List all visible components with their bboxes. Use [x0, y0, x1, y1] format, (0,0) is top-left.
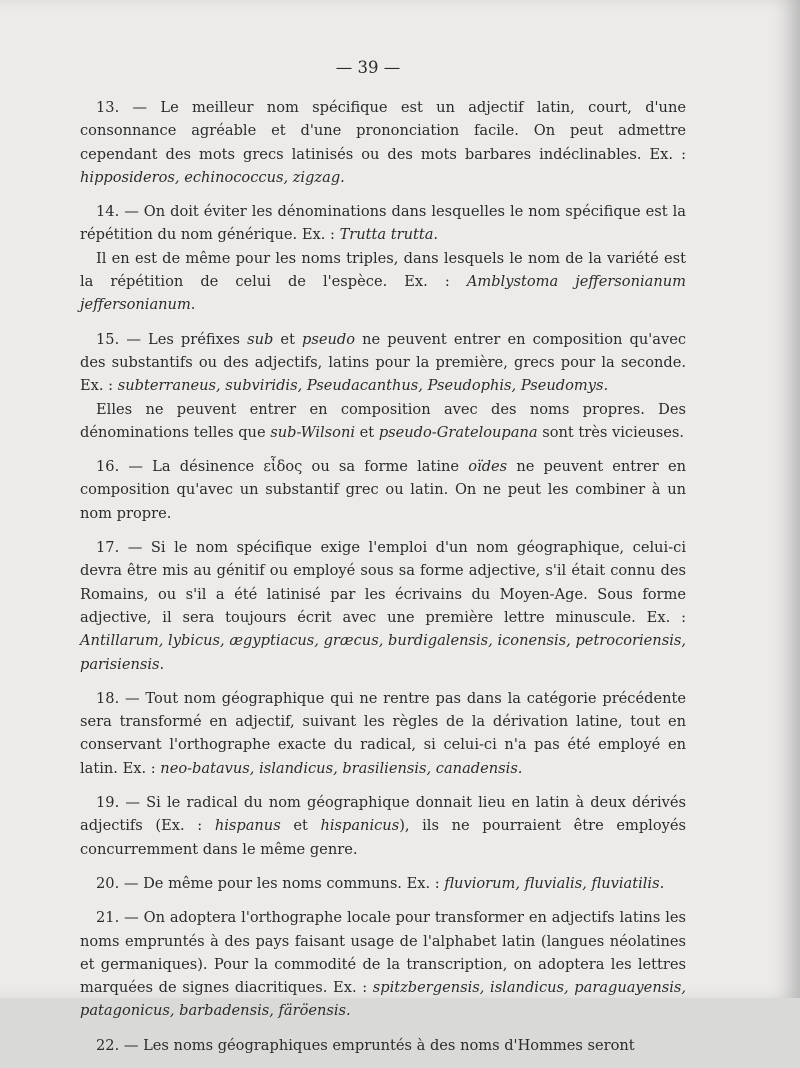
prefix-term: pseudo — [302, 330, 356, 348]
paragraph-text: — De même pour les noms communs. Ex. : — [123, 874, 445, 892]
paragraph-text: ), ils ne pourraient être employés concurremment dans le même genre. — [80, 817, 686, 858]
paragraph-21 — [80, 906, 686, 1022]
paragraph-examples: Amblystoma jeffersonianum jeffersonianum. — [80, 273, 686, 314]
paragraph-text: et — [273, 330, 303, 348]
paragraph-number: 15. — [96, 330, 120, 348]
paragraph-text: — Tout nom géographique qui ne rentre pas dans la catégorie précédente sera transformé en adjectif, suivant les règles de la dérivation latine, tout en conservant l'orthographe exacte du radical, si celui-ci n'a pas été employé en latin. Ex. : — [80, 689, 686, 777]
paragraph-text: — Si le radical du nom géographique donnait lieu en latin à deux dérivés adjectifs (Ex. : — [80, 794, 686, 835]
greek-term: εἶδος — [263, 458, 303, 476]
paragraph-19 — [80, 791, 686, 861]
paragraph-text: Elles ne peuvent entrer en composition avec des noms propres. Des dénominations telles que — [80, 400, 686, 441]
paragraph-number: 19. — [96, 794, 120, 812]
example-term: pseudo-Grateloupana — [378, 423, 538, 441]
paragraph-17 — [80, 536, 686, 676]
paragraph-20 — [80, 872, 686, 895]
paragraph-18 — [80, 687, 686, 780]
paragraph-number: 14. — [96, 203, 120, 221]
paragraph-examples: fluviorum, fluvialis, fluviatilis. — [444, 874, 665, 892]
paragraph-number: 18. — [96, 689, 120, 707]
example-term: hispanus — [214, 817, 281, 835]
paragraph-14-continued — [80, 247, 686, 317]
paragraph-text: ne peuvent entrer en composition qu'avec des substantifs ou des adjectifs, latins pour la première, grecs pour la seconde. Ex. : — [80, 330, 687, 395]
paragraph-text: — On adoptera l'orthographe locale pour transformer en adjectifs latins les noms empruntés à des pays faisant usage de l'alphabet latin (langues néolatines et germaniques). Pour la commodité de la transcription, on adoptera les lettres marquées de signes diacritiques. Ex. : — [80, 909, 687, 997]
paragraph-text: — On doit éviter les dénominations dans lesquelles le nom spécifique est la répétition du nom générique. Ex. : — [80, 203, 687, 244]
paragraph-14 — [80, 200, 686, 247]
paragraph-text: ne peuvent entrer en composition qu'avec un substantif grec ou latin. On ne peut les combiner à un nom propre. — [80, 458, 686, 522]
paragraph-number: 20. — [96, 874, 120, 892]
paragraph-text: ou sa forme latine — [302, 458, 469, 476]
paragraph-text: — Les préfixes — [126, 330, 248, 348]
paragraph-15 — [80, 328, 686, 398]
paragraph-examples: spitzbergensis, islandicus, paraguayensis, patagonicus, barbadensis, färöensis. — [80, 979, 686, 1020]
paragraph-22 — [80, 1034, 686, 1057]
paragraph-examples: Antillarum, lybicus, ægyptiacus, græcus, burdigalensis, iconensis, petrocoriensis, parisiensis. — [80, 632, 686, 673]
paragraph-text: — Le meilleur nom spécifique est un adjectif latin, court, d'une consonnance agréable et d'une prononciation facile. On peut admettre cependant des mots grecs latinisés ou des mots barbares indéclinables. Ex. : — [80, 99, 686, 163]
example-term: hispanicus — [320, 817, 400, 835]
paragraph-text: et — [355, 423, 379, 441]
paragraph-text: — Les noms géographiques empruntés à des noms d'Hommes seront — [123, 1036, 635, 1054]
paragraph-number: 16. — [96, 458, 120, 476]
prefix-term: sub — [247, 330, 274, 348]
paragraph-16 — [80, 455, 686, 525]
paragraph-text: — La désinence — [128, 458, 264, 476]
paragraph-number: 13. — [96, 99, 120, 116]
paragraph-number: 21. — [96, 909, 120, 927]
paragraph-examples: Trutta trutta. — [339, 226, 439, 244]
example-term: oïdes — [468, 458, 508, 476]
example-term: sub-Wilsoni — [270, 423, 356, 441]
paragraph-examples: neo-batavus, islandicus, brasiliensis, canadensis. — [160, 759, 523, 777]
paragraph-number: 22. — [96, 1036, 120, 1054]
paragraph-examples: hipposideros, echinococcus, zigzag. — [80, 168, 345, 186]
paragraph-text: Il en est de même pour les noms triples, dans lesquels le nom de la variété est la répétition de celui de l'espèce. Ex. : — [80, 249, 686, 291]
document-body — [80, 96, 686, 1068]
paragraph-text: — Si le nom spécifique exige l'emploi d'un nom géographique, celui-ci devra être mis au génitif ou employé sous sa forme adjective, s'il était connu des Romains, ou s'il a été latinisé par les écrivains du Moyen-Age. Sous forme adjective, il sera toujours écrit avec une première lettre minuscule. Ex. : — [80, 539, 686, 626]
page-number: — 39 — — [335, 58, 401, 77]
paragraph-15-continued — [80, 398, 686, 445]
paragraph-text: sont très vicieuses. — [537, 423, 685, 441]
paragraph-text: et — [280, 817, 321, 835]
paragraph-number: 17. — [96, 539, 120, 557]
paragraph-examples: subterraneus, subviridis, Pseudacanthus, Pseudophis, Pseudomys. — [117, 377, 609, 395]
paragraph-13 — [80, 96, 686, 189]
